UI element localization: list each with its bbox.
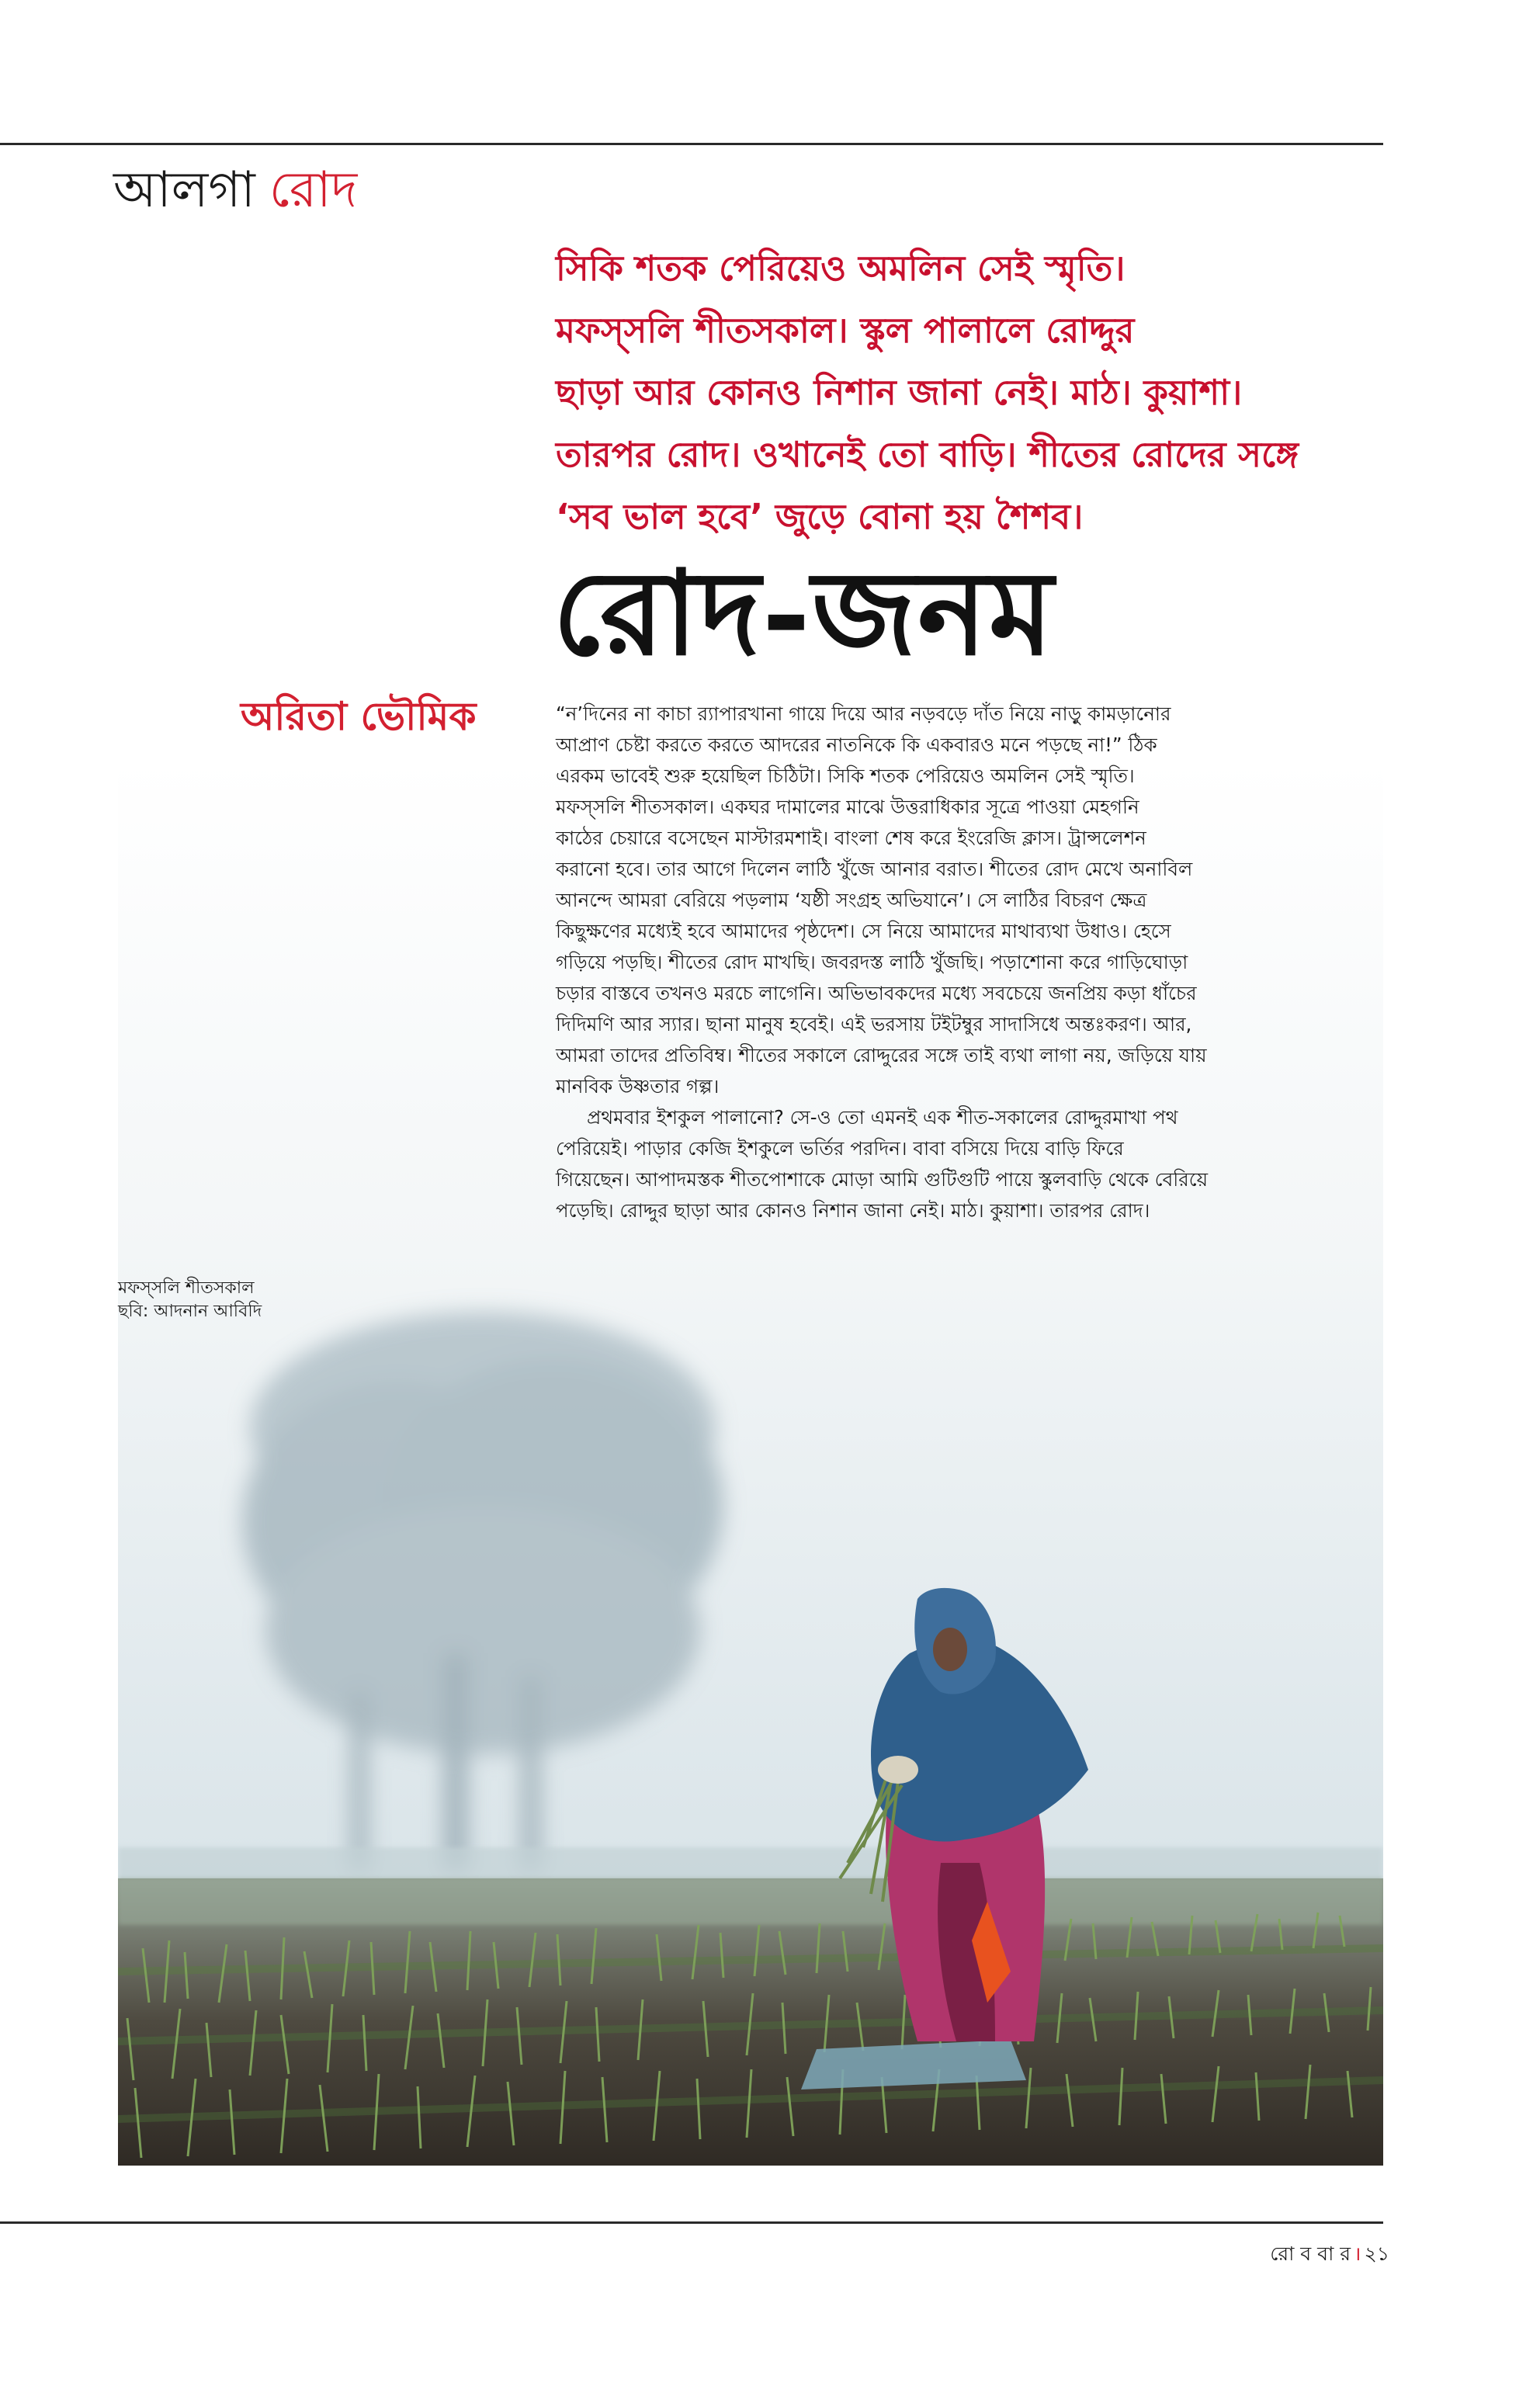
standfirst-line: ‘সব ভাল হবে’ জুড়ে বোনা হয় শৈশব।	[556, 496, 1084, 537]
body-line: দিদিমণি আর স্যার। ছানা মানুষ হবেই। এই ভরসায় টইটম্বুর সাদাসিধে অন্তঃকরণ। আর,	[556, 1013, 1192, 1035]
section-label-part2: রোদ	[269, 161, 358, 219]
standfirst-line: সিকি শতক পেরিয়েও অমলিন সেই স্মৃতি।	[556, 248, 1126, 289]
article-body	[556, 699, 1385, 1226]
body-line: “ন’দিনের না কাচা র‍্যাপারখানা গায়ে দিয়ে আর নড়বড়ে দাঁত নিয়ে নাড়ু কামড়ানোর	[556, 702, 1171, 725]
standfirst-line: তারপর রোদ। ওখানেই তো বাড়ি। শীতের রোদের সঙ্গে	[556, 434, 1299, 475]
standfirst	[556, 238, 1379, 548]
section-label-part1: আলগা	[113, 161, 255, 219]
body-line: করানো হবে। তার আগে দিলেন লাঠি খুঁজে আনার বরাত। শীতের রোদ মেখে অনাবিল	[556, 858, 1193, 880]
body-line: চড়ার বাস্তবে তখনও মরচে লাগেনি। অভিভাবকদের মধ্যে সবচেয়ে জনপ্রিয় কড়া ধাঁচের	[556, 982, 1197, 1004]
headline: রোদ-জনম	[553, 545, 1055, 681]
body-line: মানবিক উষ্ণতার গল্প।	[556, 1075, 720, 1098]
photo-caption	[118, 1277, 262, 1323]
bottom-rule	[0, 2221, 1383, 2224]
standfirst-line: ছাড়া আর কোনও নিশান জানা নেই। মাঠ। কুয়াশা।	[556, 372, 1243, 413]
folio-magazine-name: রো ব বা র	[1270, 2242, 1351, 2265]
folio-separator: ।	[1354, 2242, 1361, 2265]
body-line: পেরিয়েই। পাড়ার কেজি ইশকুলে ভর্তির পরদিন। বাবা বসিয়ে দিয়ে বাড়ি ফিরে	[556, 1137, 1124, 1160]
body-line: গিয়েছেন। আপাদমস্তক শীতপোশাকে মোড়া আমি গুটিগুটি পায়ে স্কুলবাড়ি থেকে বেরিয়ে	[556, 1168, 1209, 1191]
body-line: মফস্‌সলি শীতসকাল। একঘর দামালের মাঝে উত্তরাধিকার সূত্রে পাওয়া মেহগনি	[556, 796, 1139, 818]
body-line: কাঠের চেয়ারে বসেছেন মাস্টারমশাই। বাংলা শেষ করে ইংরেজি ক্লাস। ট্রান্সলেশন	[556, 827, 1146, 849]
caption-credit: ছবি: আদনান আবিদি	[118, 1302, 262, 1321]
body-line: প্রথমবার ইশকুল পালানো? সে-ও তো এমনই এক শীত-সকালের রোদ্দুরমাখা পথ	[587, 1106, 1178, 1129]
body-line: কিছুক্ষণের মধ্যেই হবে আমাদের পৃষ্ঠদেশ। সে নিয়ে আমাদের মাথাব্যথা উধাও। হেসে	[556, 920, 1171, 942]
body-line: আমরা তাদের প্রতিবিম্ব। শীতের সকালে রোদ্দুরের সঙ্গে তাই ব্যথা লাগা নয়, জড়িয়ে যায়	[556, 1044, 1207, 1066]
body-line: আপ্রাণ চেষ্টা করতে করতে আদরের নাতনিকে কি একবারও মনে পড়ছে না!” ঠিক	[556, 734, 1157, 756]
folio-page-number: ২১	[1364, 2242, 1389, 2265]
caption-title: মফস্‌সলি শীতসকাল	[118, 1278, 255, 1298]
top-rule	[0, 143, 1383, 145]
byline: অরিতা ভৌমিক	[241, 694, 477, 739]
standfirst-line: মফস্‌সলি শীতসকাল। স্কুল পালালে রোদ্দুর	[556, 310, 1135, 351]
body-line: গড়িয়ে পড়ছি। শীতের রোদ মাখছি। জবরদস্ত লাঠি খুঁজছি। পড়াশোনা করে গাড়িঘোড়া	[556, 951, 1188, 973]
body-line: আনন্দে আমরা বেরিয়ে পড়লাম ‘যষ্ঠী সংগ্রহ অভিযানে’। সে লাঠির বিচরণ ক্ষেত্র	[556, 889, 1147, 911]
section-label	[113, 159, 357, 221]
body-line: পড়েছি। রোদ্দুর ছাড়া আর কোনও নিশান জানা নেই। মাঠ। কুয়াশা। তারপর রোদ।	[556, 1199, 1150, 1222]
body-line: এরকম ভাবেই শুরু হয়েছিল চিঠিটা। সিকি শতক পেরিয়েও অমলিন সেই স্মৃতি।	[556, 765, 1135, 787]
page-folio	[1270, 2240, 1389, 2268]
